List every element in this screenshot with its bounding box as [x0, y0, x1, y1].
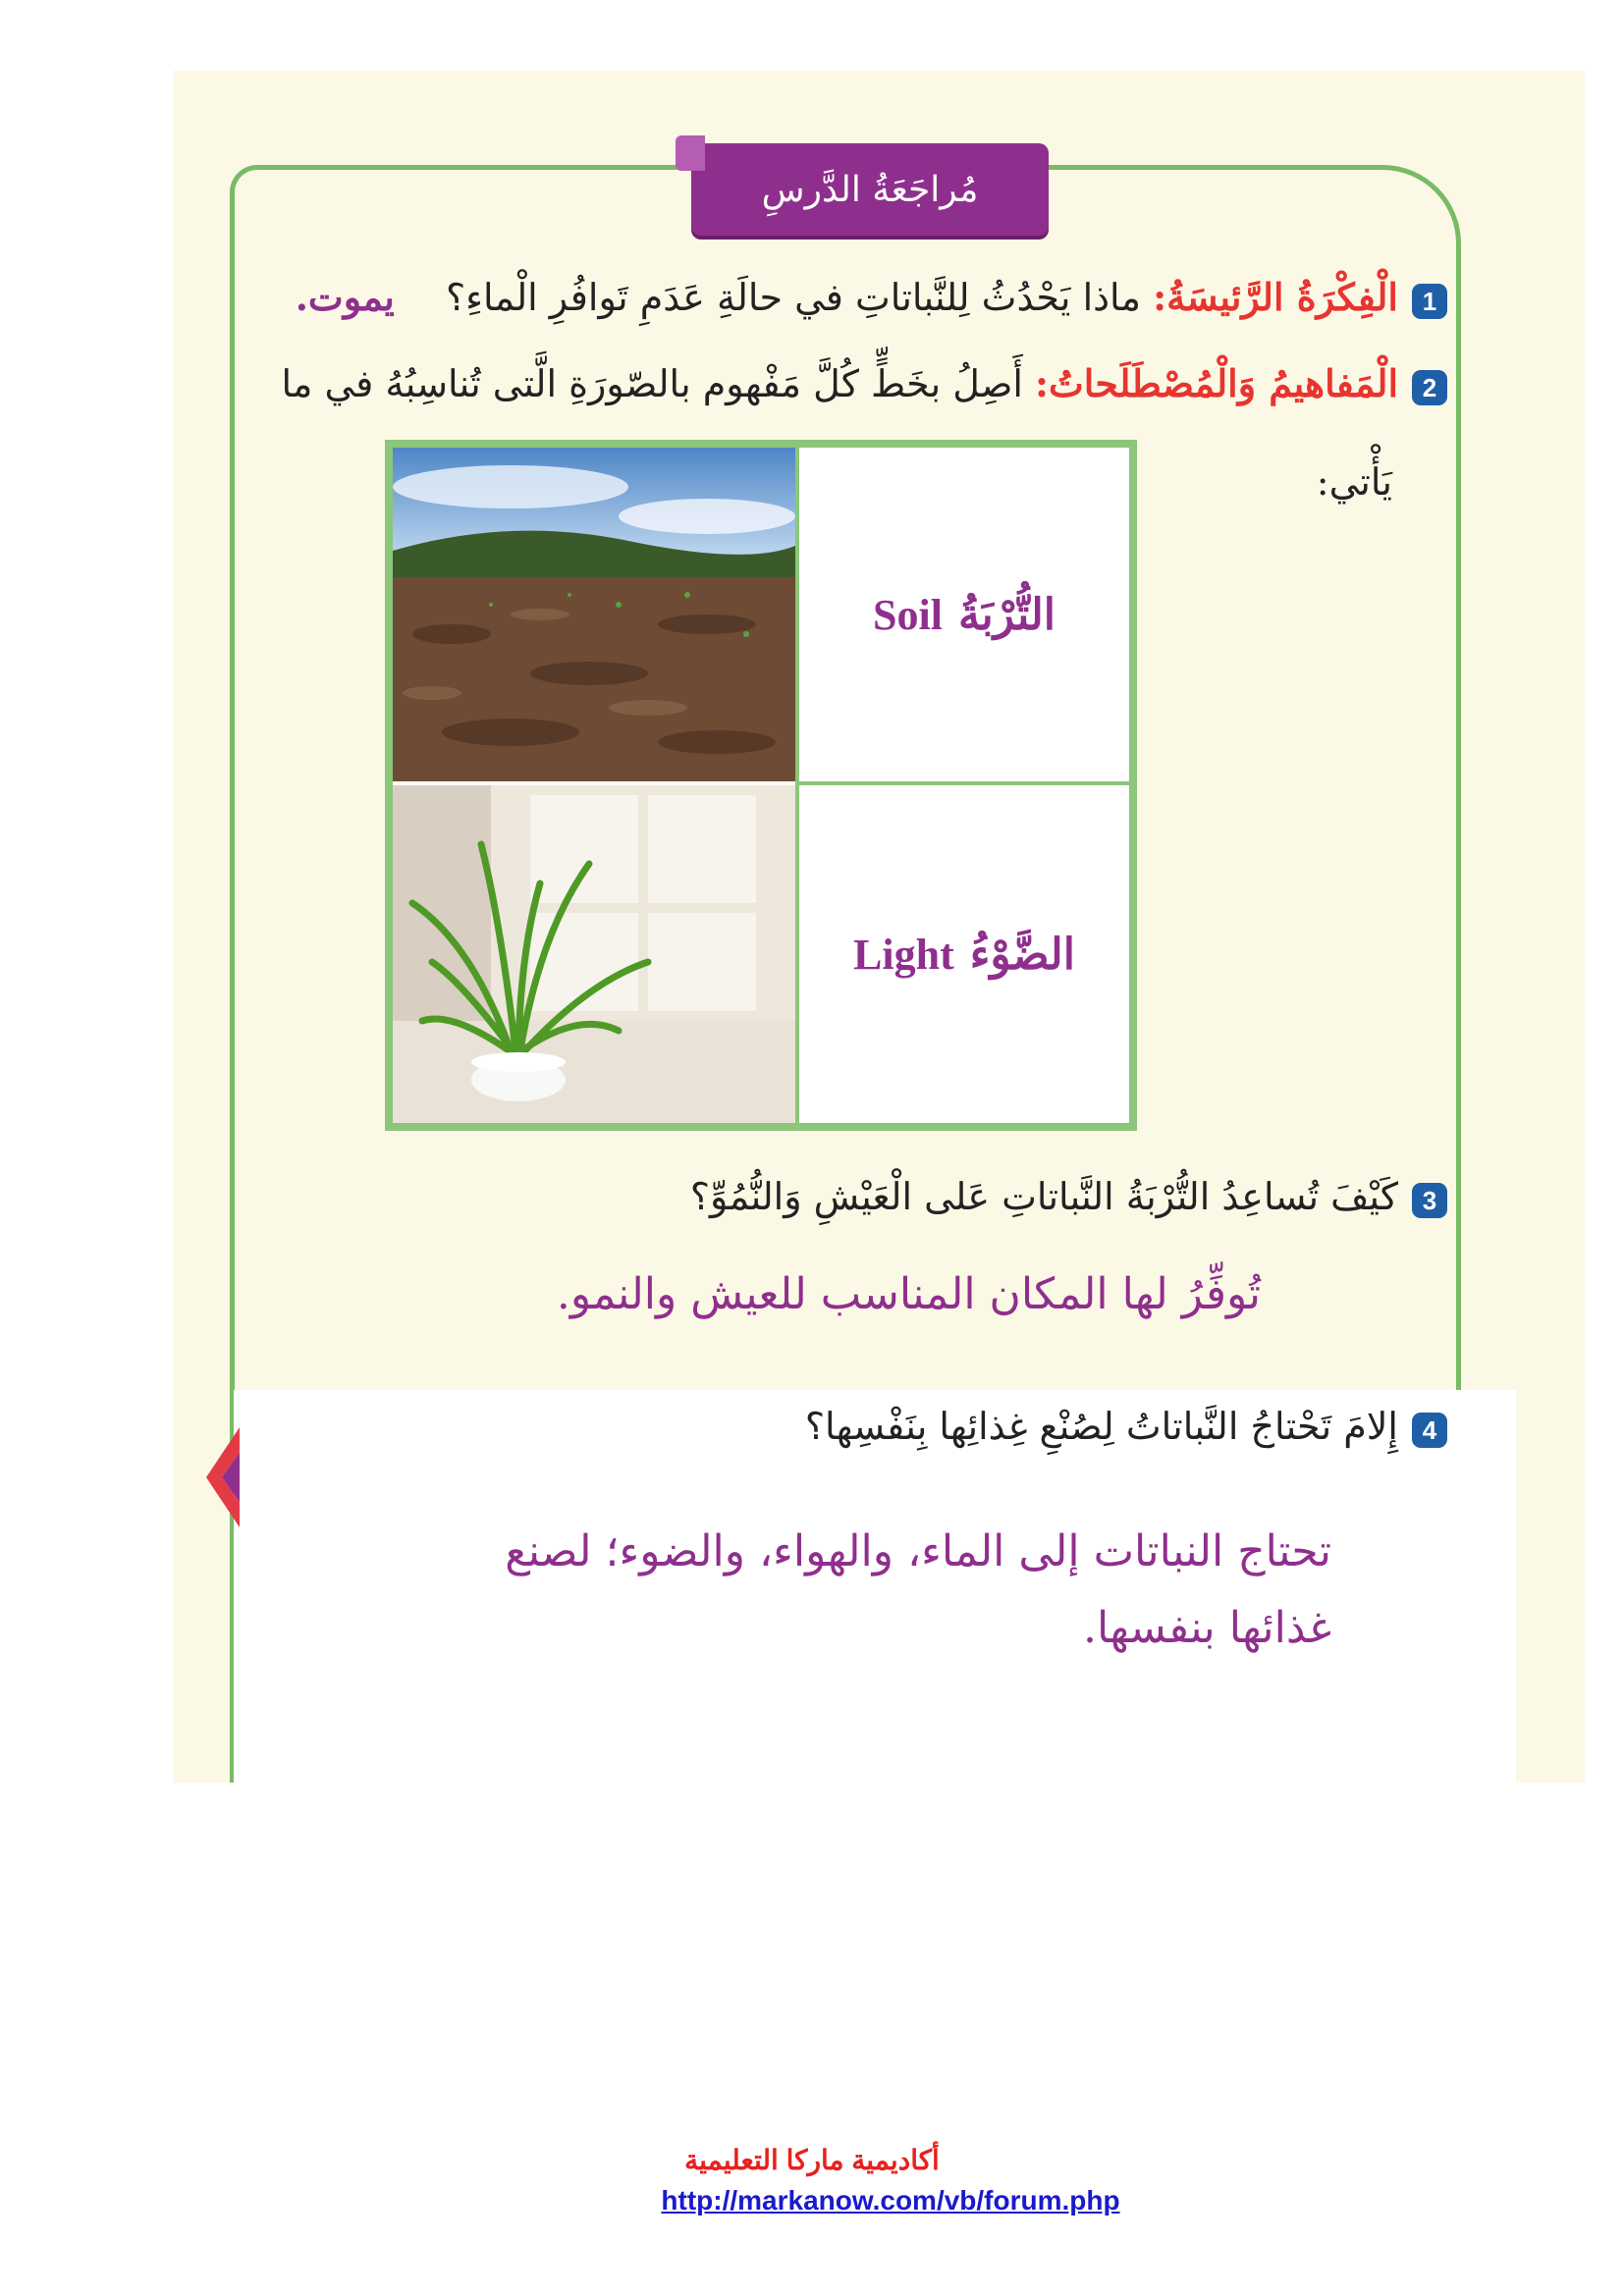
concepts-label: الْمَفاهيمُ وَالْمُصْطَلَحاتُ:	[1035, 361, 1398, 405]
concept-light[interactable]	[795, 781, 1129, 1123]
question-4-answer-line-2: غذائها بنفسها.	[1083, 1603, 1331, 1653]
lesson-review-tab	[691, 143, 1049, 236]
concept-soil-english: Soil	[873, 590, 943, 639]
footer-forum-link[interactable]: http://markanow.com/vb/forum.php	[661, 2185, 1120, 2216]
soil-field-image[interactable]	[393, 448, 795, 781]
concept-soil[interactable]	[795, 448, 1129, 781]
question-4-text: إِلامَ تَحْتاجُ النَّباتاتُ لِصُنْعِ غِذائِها بِنَفْسِها؟	[804, 1405, 1398, 1448]
question-number-badge: 2	[1412, 370, 1447, 405]
question-number-badge: 3	[1412, 1183, 1447, 1218]
question-1	[171, 269, 1447, 327]
chevron-left-icon[interactable]	[200, 1423, 244, 1531]
question-3	[367, 1168, 1447, 1226]
question-2-text-cont: يَأْتي:	[1316, 460, 1392, 504]
frame-mask	[216, 1783, 1492, 1861]
question-1-answer: يموت.	[295, 275, 395, 319]
main-idea-label: الْفِكْرَةُ الرَّئيسَةُ:	[1153, 275, 1398, 319]
question-number-badge: 1	[1412, 284, 1447, 319]
matching-table	[385, 440, 1137, 1131]
question-2	[171, 355, 1447, 413]
question-number-badge: 4	[1412, 1413, 1447, 1448]
concept-light-english: Light	[853, 930, 954, 979]
question-4	[367, 1398, 1447, 1456]
plant-window-image[interactable]	[393, 785, 795, 1123]
question-3-text: كَيْفَ تُساعِدُ التُّرْبَةُ النَّباتاتِ عَلى الْعَيْشِ وَالنُّمُوِّ؟	[689, 1175, 1398, 1218]
question-2-text: أَصِلُ بخَطٍّ كُلَّ مَفْهوم بالصّورَةِ الَّتى تُناسِبُهُ في ما	[281, 362, 1023, 405]
question-2-continuation	[1196, 454, 1392, 511]
concept-light-arabic: الضَّوْءُ	[969, 929, 1075, 980]
concept-soil-arabic: التُّرْبَةُ	[957, 589, 1056, 640]
question-1-text: ماذا يَحْدُثُ لِلنَّباتاتِ في حالَةِ عَدَمِ تَوافُرِ الْماءِ؟	[445, 276, 1141, 319]
question-4-answer-line-1: تحتاج النباتات إلى الماء، والهواء، والضوء؛ لصنع	[505, 1526, 1331, 1576]
lesson-review-title: مُراجَعَةُ الدَّرسِ	[761, 169, 979, 210]
question-3-answer: تُوفِّرُ لها المكان المناسب للعيش والنمو.	[556, 1269, 1261, 1319]
footer-academy-name: أكاديمية ماركا التعليمية	[684, 2145, 940, 2175]
